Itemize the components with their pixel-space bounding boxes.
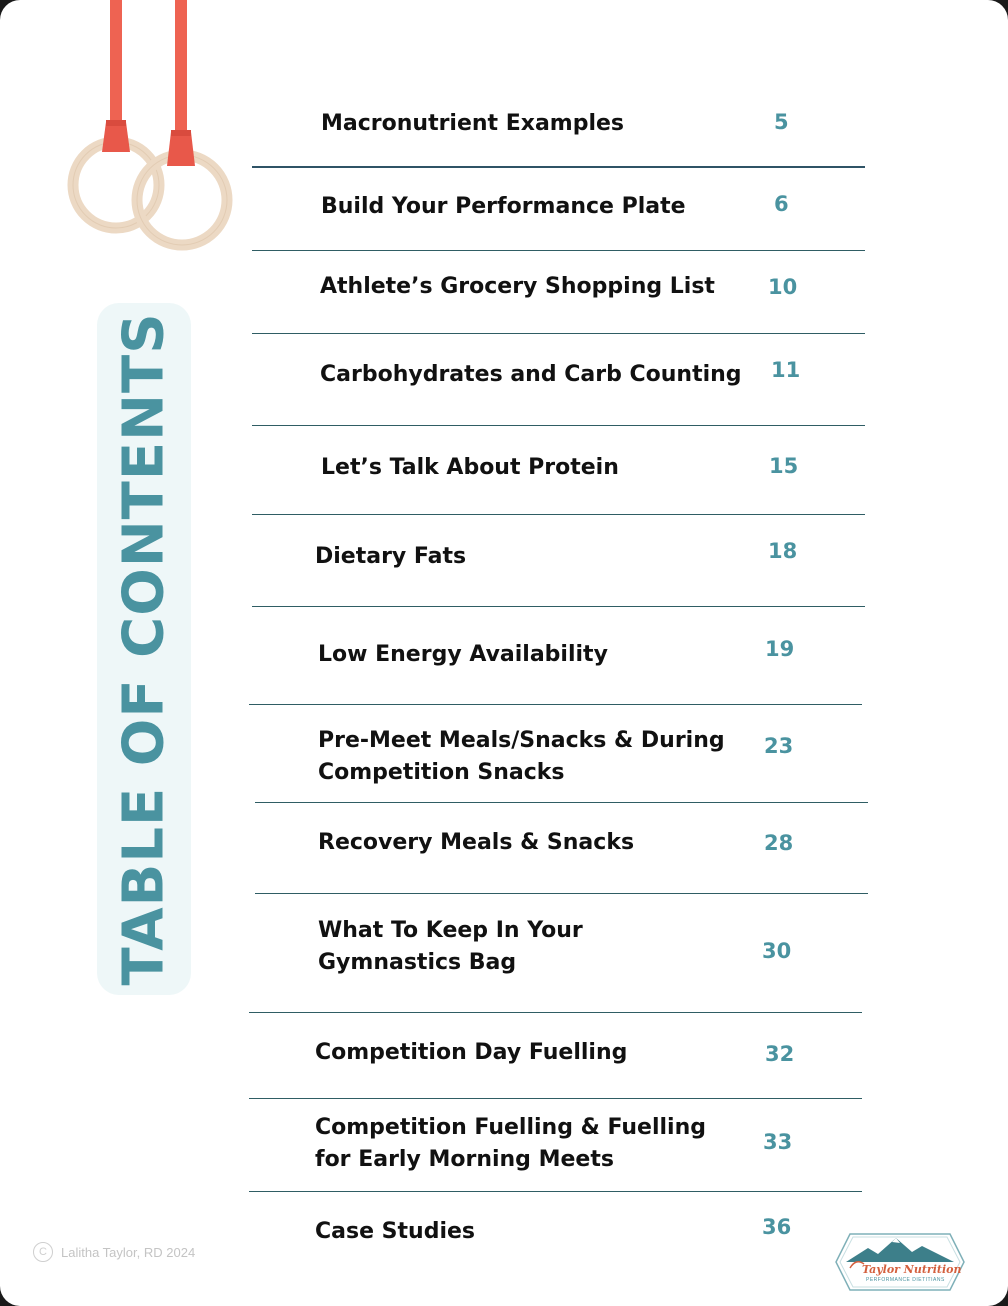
divider [252,250,865,251]
copyright-icon: C [33,1242,53,1262]
toc-entry-title: Let’s Talk About Protein [321,455,619,480]
divider [252,514,865,515]
toc-entry-title-line2: Gymnastics Bag [318,950,517,975]
toc-entry-page: 15 [769,454,799,478]
toc-entry-title-line1: Competition Fuelling & Fuelling [315,1115,707,1140]
footer-text: Lalitha Taylor, RD 2024 [61,1244,196,1260]
toc-entry-title: Case Studies [315,1219,475,1244]
toc-entry-page: 30 [762,939,792,963]
logo-name: Taylor Nutrition [862,1263,962,1276]
toc-entry-page: 32 [765,1042,795,1066]
toc-entry-title: Competition Day Fuelling [315,1040,628,1065]
divider [252,606,865,607]
divider [255,893,868,894]
divider [252,333,865,334]
divider [249,704,862,705]
toc-entry-page: 28 [764,831,794,855]
gymnastic-rings-icon [60,0,250,260]
divider [252,166,865,168]
divider [255,802,868,803]
toc-entry-title: Carbohydrates and Carb Counting [320,362,742,387]
toc-entry-page: 19 [765,637,795,661]
toc-entry-page: 5 [774,110,789,134]
toc-entry-title: Low Energy Availability [318,642,608,667]
toc-entry-title: Dietary Fats [315,544,467,569]
taylor-nutrition-logo [834,1226,966,1296]
toc-entry-page: 23 [764,734,794,758]
divider [252,425,865,426]
divider [249,1191,862,1192]
toc-entry-page: 36 [762,1215,792,1239]
divider [249,1012,862,1013]
footer [33,1242,195,1262]
toc-entry-page: 33 [763,1130,793,1154]
toc-entry-title: Recovery Meals & Snacks [318,830,635,855]
vertical-title: TABLE OF CONTENTS [111,312,177,986]
toc-entry-page: 6 [774,192,789,216]
logo-tagline: PERFORMANCE DIETITIANS [866,1277,945,1283]
toc-entry-title-line1: What To Keep In Your [318,918,583,943]
divider [249,1098,862,1099]
toc-entry-page: 10 [768,275,798,299]
toc-entry-title-line2: for Early Morning Meets [315,1147,614,1172]
toc-entry-title-line2: Competition Snacks [318,760,565,785]
toc-entry-title: Athlete’s Grocery Shopping List [320,274,715,299]
toc-entry-title: Macronutrient Examples [321,111,625,136]
toc-entry-page: 11 [771,358,801,382]
toc-entry-page: 18 [768,539,798,563]
toc-entry-title: Build Your Performance Plate [321,194,686,219]
toc-entry-title-line1: Pre-Meet Meals/Snacks & During [318,728,725,753]
